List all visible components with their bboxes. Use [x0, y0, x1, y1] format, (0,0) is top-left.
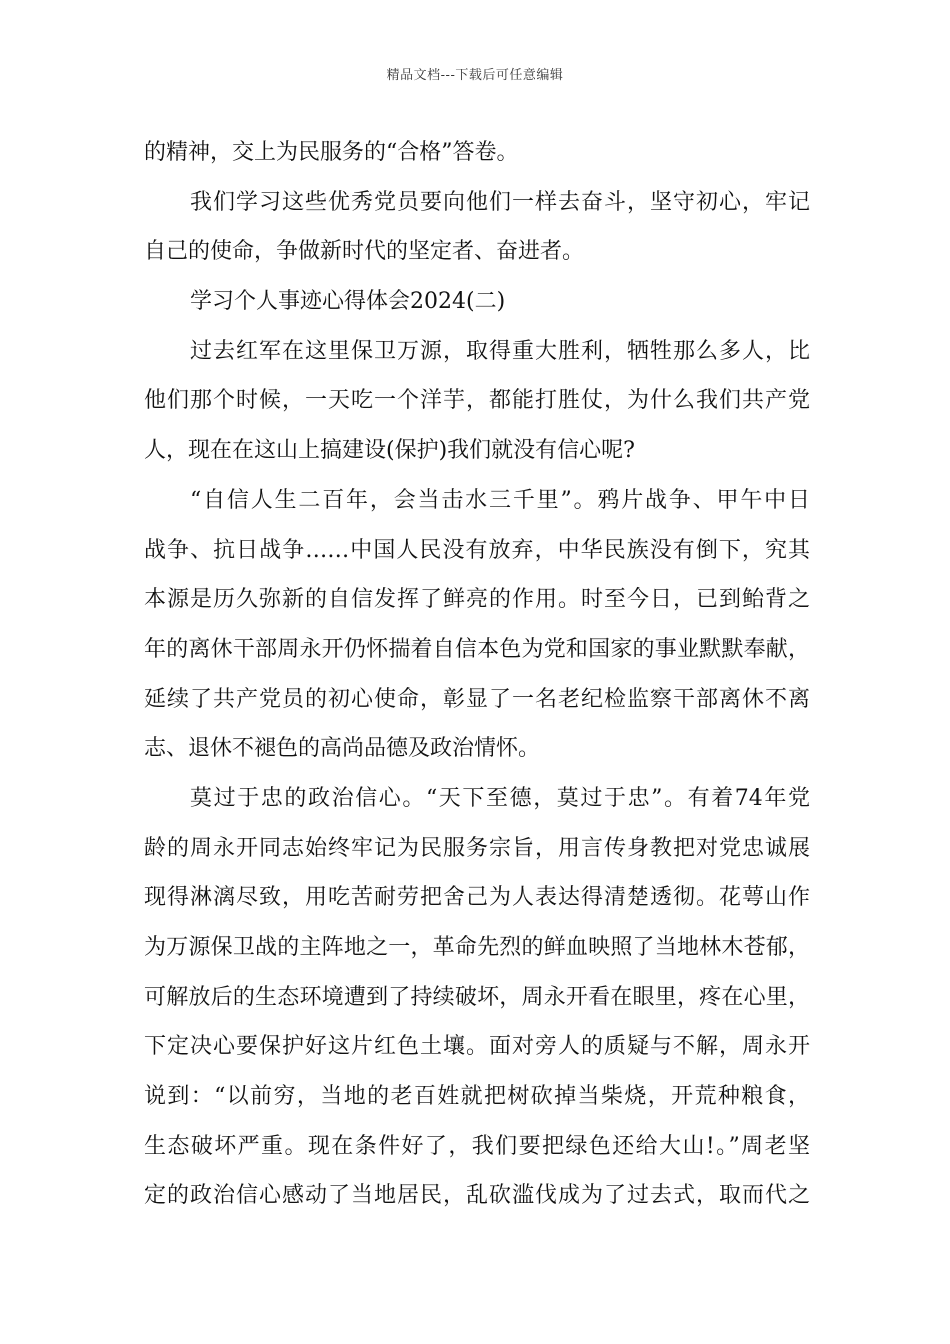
text-line: 人，现在在这山上搞建设(保护)我们就没有信心呢?: [144, 438, 635, 464]
page-header: 精品文档---下载后可任意编辑: [386, 68, 564, 83]
text-line: 我们学习这些优秀党员要向他们一样去奋斗，坚守初心，牢记: [190, 189, 810, 215]
body-text: [144, 128, 810, 1221]
text-line: 说到：“以前穷，当地的老百姓就把树砍掉当柴烧，开荒种粮食，: [144, 1084, 810, 1110]
section-heading: 学习个人事迹心得体会2024(二): [190, 289, 506, 315]
text-line: 下定决心要保护好这片红色土壤。面对旁人的质疑与不解，周永开: [144, 1034, 810, 1060]
text-line: 生态破坏严重。现在条件好了，我们要把绿色还给大山!。”周老坚: [144, 1133, 810, 1159]
text-line: 年的离休干部周永开仍怀揣着自信本色为党和国家的事业默默奉献，: [144, 636, 810, 662]
text-line: 志、退休不褪色的高尚品德及政治情怀。: [144, 736, 541, 762]
text-line: 延续了共产党员的初心使命，彰显了一名老纪检监察干部离休不离: [144, 686, 810, 712]
text-line: 莫过于忠的政治信心。“天下至德，莫过于忠”。有着74年党: [190, 785, 810, 811]
text-line: 定的政治信心感动了当地居民，乱砍滥伐成为了过去式，取而代之: [144, 1183, 810, 1209]
text-line: 龄的周永开同志始终牢记为民服务宗旨，用言传身教把对党忠诚展: [144, 835, 810, 861]
text-line: 可解放后的生态环境遭到了持续破坏，周永开看在眼里，疼在心里，: [144, 984, 810, 1010]
text-line: 的精神，交上为民服务的“合格”答卷。: [144, 140, 519, 165]
text-line: “自信人生二百年，会当击水三千里”。鸦片战争、甲午中日: [190, 487, 810, 513]
text-line: 自己的使命，争做新时代的坚定者、奋进者。: [144, 239, 585, 265]
text-line: 现得淋漓尽致，用吃苦耐劳把舍己为人表达得清楚透彻。花萼山作: [144, 885, 810, 911]
text-line: 本源是历久弥新的自信发挥了鲜亮的作用。时至今日，已到鲐背之: [144, 587, 810, 613]
text-line: 他们那个时候，一天吃一个洋芋，都能打胜仗，为什么我们共产党: [144, 388, 810, 414]
text-line: 过去红军在这里保卫万源，取得重大胜利，牺牲那么多人，比: [190, 338, 810, 364]
text-line: 战争、抗日战争……中国人民没有放弃，中华民族没有倒下，究其: [144, 537, 810, 563]
text-line: 为万源保卫战的主阵地之一，革命先烈的鲜血映照了当地林木苍郁，: [144, 935, 810, 960]
